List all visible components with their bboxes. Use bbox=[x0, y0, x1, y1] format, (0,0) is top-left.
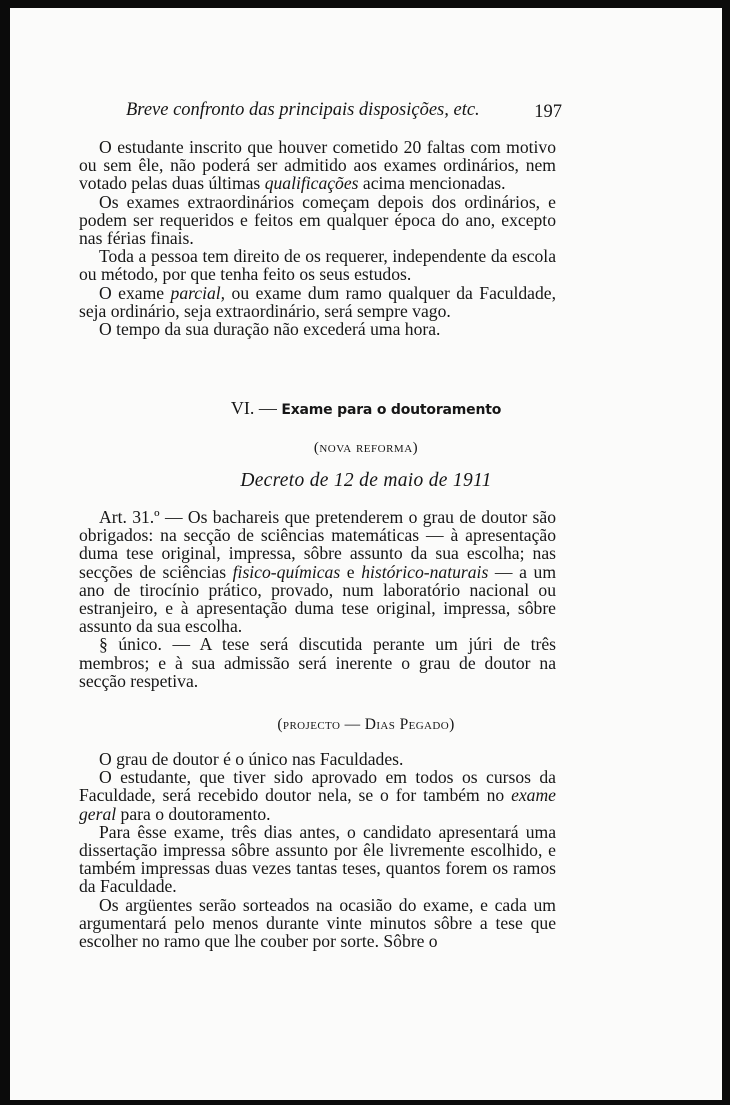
italic-text: qualificações bbox=[264, 173, 359, 194]
paragraph: Os exames extraordinários começam depois dos ordinários, e podem ser requeridos e feitos em qualquer época do ano, excepto nas férias finais. bbox=[79, 191, 556, 249]
paragraph: O tempo da sua duração não excederá uma hora. bbox=[99, 319, 441, 340]
running-header bbox=[126, 100, 562, 121]
paragraph: O estudante, que tiver sido aprovado em todos os cursos da Faculdade, será recebido doutor nela, se o for também no exame geral para o doutoramento. bbox=[79, 767, 556, 824]
italic-text: exame geral bbox=[79, 785, 556, 824]
section-title: Exame para o doutoramento bbox=[281, 402, 502, 418]
page-number: 197 bbox=[534, 102, 562, 122]
paragraph: O estudante inscrito que houver cometido 20 faltas com motivo ou sem êle, não poderá ser admitido aos exames ordinários, nem votado pelas duas últimas qualificações acima mencionadas. bbox=[79, 137, 556, 194]
decree-heading: Decreto de 12 de maio de 1911 bbox=[240, 470, 492, 491]
text-block-decree bbox=[79, 508, 556, 690]
italic-text: fisico-químicas bbox=[232, 561, 341, 582]
projecto-heading: (projecto — Dias Pegado) bbox=[277, 716, 455, 733]
book-page bbox=[10, 8, 722, 1100]
paragraph: O grau de doutor é o único nas Faculdades. bbox=[99, 749, 404, 769]
paragraph: Toda a pessoa tem direito de os requerer, independente da escola ou método, por que tenha feito os seus estudos. bbox=[79, 246, 556, 285]
section-number: VI. — bbox=[230, 398, 277, 418]
paragraph: Os argüentes serão sorteados na ocasião do exame, e cada um argumentará pelo menos durante vinte minutos sôbre a tese que escolher no ramo que lhe couber por sorte. Sôbre o bbox=[79, 894, 556, 952]
paragraph: O exame parcial, ou exame dum ramo qualquer da Faculdade, seja ordinário, seja extraordinário, será sempre vago. bbox=[79, 282, 556, 321]
text-block-projecto bbox=[79, 750, 556, 950]
paragraph: Art. 31.º — Os bachareis que pretenderem o grau de doutor são obrigados: na secção de sciências matemáticas — à apresentação duma tese original, impressa, sôbre assunto da sua escolha; nas secções de sciências fisico-químicas e histórico-naturais — a um ano de tirocínio prático, provado, num laboratório nacional ou estranjeiro, e à apresentação duma tese original, impressa, sôbre assunto da sua escolha. bbox=[79, 507, 557, 637]
section-heading bbox=[10, 398, 722, 419]
running-title: Breve confronto das principais disposições, etc. bbox=[126, 100, 480, 120]
paragraph: Para êsse exame, três dias antes, o candidato apresentará uma dissertação impressa sôbre assunto por êle livremente escolhido, e também impressas duas vezes tantas teses, quantos forem os ramos da Faculdade. bbox=[79, 821, 556, 897]
text-block-exams bbox=[79, 138, 556, 338]
italic-text: parcial, bbox=[170, 282, 226, 303]
section-subtitle: (nova reforma) bbox=[313, 440, 419, 456]
italic-text: histórico-naturais bbox=[361, 561, 489, 582]
paragraph: § único. — A tese será discutida perante um júri de três membros; e à sua admissão será inerente o grau de doutor na secção respetiva. bbox=[79, 634, 556, 691]
